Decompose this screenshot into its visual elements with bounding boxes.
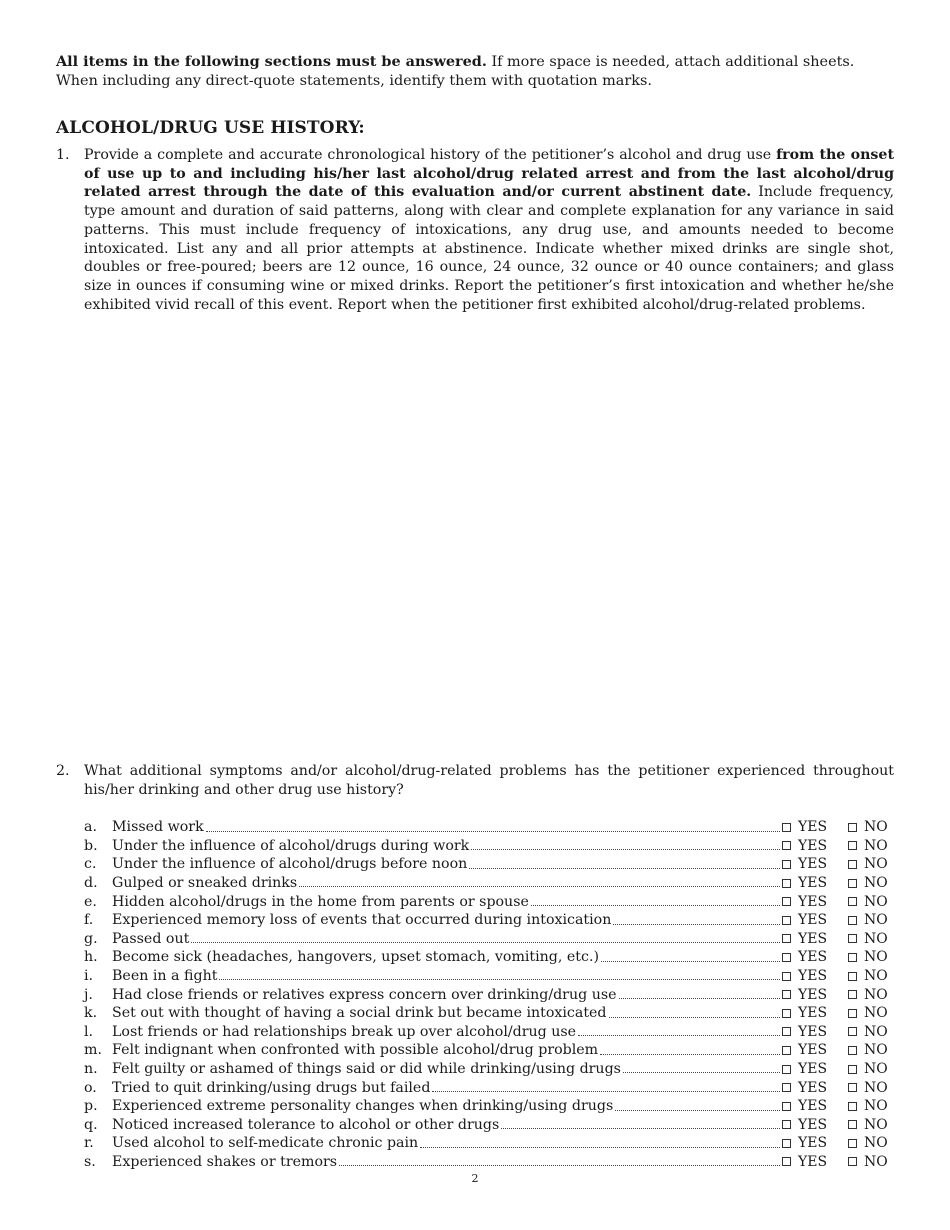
checklist-letter: s. [84,1153,96,1170]
yes-option[interactable] [782,949,848,965]
page-number: 2 [471,1172,479,1185]
yes-option[interactable] [782,819,848,835]
checklist-letter: h. [84,949,98,966]
no-checkbox[interactable] [848,879,857,888]
yes-checkbox[interactable] [782,1083,791,1092]
no-option[interactable] [848,838,894,854]
question-2 [56,762,894,799]
no-label: NO [864,837,888,854]
yes-option[interactable] [782,894,848,910]
checklist-row [84,1153,894,1172]
checklist-letter: m. [84,1042,102,1059]
no-label: NO [864,1023,888,1040]
no-option[interactable] [848,949,894,965]
form-page [56,52,895,1170]
question-2-number: 2. [56,763,70,779]
no-checkbox[interactable] [848,990,857,999]
dot-leader [619,997,780,999]
checklist-row [84,818,894,837]
no-option[interactable] [848,1061,894,1077]
checklist-row [84,855,894,874]
yes-checkbox[interactable] [782,1120,791,1129]
no-label: NO [864,930,888,947]
checklist-label: Become sick (headaches, hangovers, upset stomach, vomiting, etc.) [112,949,599,966]
no-checkbox[interactable] [848,972,857,981]
no-label: NO [864,1135,888,1152]
checklist-letter: b. [84,837,98,854]
dot-leader [219,978,780,980]
checklist-letter: k. [84,1005,98,1022]
checklist-letter: r. [84,1135,94,1152]
checklist-row [84,967,894,986]
yes-option[interactable] [782,1005,848,1021]
yes-label: YES [798,1153,828,1170]
checklist-letter: e. [84,893,97,910]
yes-option[interactable] [782,912,848,928]
yes-label: YES [798,1135,828,1152]
checklist-letter: a. [84,819,97,836]
no-option[interactable] [848,1117,894,1133]
yes-label: YES [798,1023,828,1040]
no-label: NO [864,875,888,892]
yes-option[interactable] [782,968,848,984]
no-option[interactable] [848,1080,894,1096]
checklist-letter: c. [84,856,97,873]
yes-label: YES [798,912,828,929]
dot-leader [469,867,780,869]
yes-label: YES [798,837,828,854]
dot-leader [609,1016,780,1018]
checklist-letter: o. [84,1079,97,1096]
yes-option[interactable] [782,1080,848,1096]
question-1-answer-area[interactable] [84,317,894,747]
checklist-label: Used alcohol to self-medicate chronic pain [112,1135,419,1152]
symptom-checklist [84,818,894,1171]
yes-label: YES [798,1116,828,1133]
yes-label: YES [798,856,828,873]
yes-label: YES [798,1079,828,1096]
yes-checkbox[interactable] [782,1157,791,1166]
checklist-letter: j. [84,986,93,1003]
dot-leader [339,1164,780,1166]
no-checkbox[interactable] [848,1027,857,1036]
yes-checkbox[interactable] [782,897,791,906]
yes-checkbox[interactable] [782,972,791,981]
yes-option[interactable] [782,987,848,1003]
yes-checkbox[interactable] [782,860,791,869]
yes-label: YES [798,930,828,947]
dot-leader [531,904,780,906]
question-1-rest: Include frequency, type amount and duration of said patterns, along with clear and complete explanation for any variance in said patterns. This must include frequency of intoxications, any drug use, and amounts needed to become intoxicated. List any and all prior attempts at abstinence. Indicate whether mixed drinks are single shot, doubles or free-poured; beers are 12 ounce, 16 ounce, 24 ounce, 32 ounce or 40 ounce containers; and glass size in ounces if consuming wine or mixed drinks. Report the petitioner’s first intoxication and whether he/she exhibited vivid recall of this event. Report when the petitioner first exhibited alcohol/drug-related problems. [84,184,894,313]
checklist-label: Passed out [112,930,190,947]
no-label: NO [864,1042,888,1059]
checklist-label: Hidden alcohol/drugs in the home from parents or spouse [112,893,529,910]
yes-option[interactable] [782,1024,848,1040]
yes-option[interactable] [782,838,848,854]
checklist-label: Missed work [112,819,204,836]
no-label: NO [864,1061,888,1078]
no-option[interactable] [848,875,894,891]
yes-option[interactable] [782,1098,848,1114]
checklist-row [84,1097,894,1116]
yes-option[interactable] [782,1135,848,1151]
instructions-paragraph [56,52,894,91]
no-label: NO [864,912,888,929]
checklist-row [84,1134,894,1153]
checklist-label: Noticed increased tolerance to alcohol or other drugs [112,1116,500,1133]
yes-checkbox[interactable] [782,1027,791,1036]
yes-checkbox[interactable] [782,990,791,999]
question-1 [56,146,894,314]
no-label: NO [864,949,888,966]
yes-label: YES [798,1005,828,1022]
checklist-row [84,911,894,930]
dot-leader [420,1146,780,1148]
no-checkbox[interactable] [848,916,857,925]
yes-option[interactable] [782,1154,848,1170]
no-option[interactable] [848,1098,894,1114]
no-option[interactable] [848,912,894,928]
no-checkbox[interactable] [848,860,857,869]
no-option[interactable] [848,968,894,984]
section-title: ALCOHOL/DRUG USE HISTORY: [56,118,365,138]
checklist-row [84,837,894,856]
checklist-row [84,930,894,949]
no-option[interactable] [848,856,894,872]
no-checkbox[interactable] [848,1157,857,1166]
no-label: NO [864,1116,888,1133]
no-checkbox[interactable] [848,841,857,850]
yes-label: YES [798,1061,828,1078]
checklist-row [84,948,894,967]
dot-leader [191,941,780,943]
dot-leader [613,923,780,925]
checklist-label: Experienced shakes or tremors [112,1153,338,1170]
dot-leader [623,1071,780,1073]
question-1-bold: from the onset of use up to and including his/her last alcohol/drug related arrest and from the last alcohol/drug related arrest through the date of this evaluation and/or current abstinent date. [84,147,895,201]
no-label: NO [864,819,888,836]
yes-checkbox[interactable] [782,841,791,850]
checklist-row [84,1078,894,1097]
no-label: NO [864,1153,888,1170]
yes-checkbox[interactable] [782,1046,791,1055]
yes-checkbox[interactable] [782,1139,791,1148]
no-option[interactable] [848,1135,894,1151]
checklist-letter: g. [84,930,98,947]
checklist-label: Felt guilty or ashamed of things said or did while drinking/using drugs [112,1061,621,1078]
yes-checkbox[interactable] [782,916,791,925]
no-option[interactable] [848,819,894,835]
no-label: NO [864,1005,888,1022]
no-checkbox[interactable] [848,1102,857,1111]
no-checkbox[interactable] [848,1139,857,1148]
checklist-letter: i. [84,968,94,985]
question-1-text [84,146,894,314]
dot-leader [471,848,780,850]
yes-label: YES [798,1098,828,1115]
checklist-label: Gulped or sneaked drinks [112,875,298,892]
no-option[interactable] [848,931,894,947]
no-checkbox[interactable] [848,1083,857,1092]
checklist-row [84,1041,894,1060]
checklist-letter: f. [84,912,94,929]
no-option[interactable] [848,1005,894,1021]
yes-option[interactable] [782,856,848,872]
no-label: NO [864,968,888,985]
checklist-label: Had close friends or relatives express concern over drinking/drug use [112,986,617,1003]
yes-option[interactable] [782,875,848,891]
no-option[interactable] [848,987,894,1003]
no-label: NO [864,1098,888,1115]
checklist-label: Set out with thought of having a social drink but became intoxicated [112,1005,607,1022]
question-2-text: What additional symptoms and/or alcohol/drug-related problems has the petitioner experienced throughout his/her drinking and other drug use history? [84,763,894,798]
no-checkbox[interactable] [848,953,857,962]
question-1-number: 1. [56,147,70,163]
yes-checkbox[interactable] [782,953,791,962]
yes-checkbox[interactable] [782,1009,791,1018]
instructions-text: If more space is needed, attach additional sheets. When including any direct-quote statements, identify them with quotation marks. [56,54,855,89]
yes-checkbox[interactable] [782,934,791,943]
yes-option[interactable] [782,1042,848,1058]
no-label: NO [864,986,888,1003]
checklist-row [84,1060,894,1079]
checklist-row [84,1004,894,1023]
no-checkbox[interactable] [848,823,857,832]
yes-label: YES [798,819,828,836]
dot-leader [206,830,780,832]
checklist-label: Experienced extreme personality changes when drinking/using drugs [112,1098,614,1115]
checklist-label: Under the influence of alcohol/drugs before noon [112,856,468,873]
checklist-label: Experienced memory loss of events that occurred during intoxication [112,912,612,929]
no-checkbox[interactable] [848,1046,857,1055]
question-1-lead: Provide a complete and accurate chronological history of the petitioner’s alcohol and drug use [84,147,777,163]
no-label: NO [864,856,888,873]
no-option[interactable] [848,1042,894,1058]
no-checkbox[interactable] [848,897,857,906]
dot-leader [501,1127,780,1129]
yes-checkbox[interactable] [782,1102,791,1111]
dot-leader [600,1053,780,1055]
no-option[interactable] [848,1154,894,1170]
checklist-row [84,874,894,893]
checklist-label: Tried to quit drinking/using drugs but failed [112,1079,431,1096]
checklist-letter: q. [84,1116,98,1133]
checklist-label: Lost friends or had relationships break up over alcohol/drug use [112,1023,577,1040]
checklist-letter: d. [84,875,98,892]
checklist-letter: p. [84,1098,98,1115]
checklist-letter: l. [84,1023,94,1040]
checklist-label: Been in a fight [112,968,218,985]
dot-leader [299,885,780,887]
checklist-label: Under the influence of alcohol/drugs during work [112,837,470,854]
no-label: NO [864,893,888,910]
checklist-row [84,985,894,1004]
yes-label: YES [798,875,828,892]
no-option[interactable] [848,1024,894,1040]
no-checkbox[interactable] [848,1120,857,1129]
dot-leader [601,960,780,962]
no-label: NO [864,1079,888,1096]
yes-checkbox[interactable] [782,823,791,832]
checklist-row [84,1116,894,1135]
yes-label: YES [798,986,828,1003]
dot-leader [615,1109,780,1111]
yes-label: YES [798,1042,828,1059]
yes-label: YES [798,893,828,910]
instructions-bold: All items in the following sections must be answered. [56,53,487,70]
checklist-row [84,892,894,911]
no-option[interactable] [848,894,894,910]
checklist-label: Felt indignant when confronted with possible alcohol/drug problem [112,1042,599,1059]
yes-option[interactable] [782,931,848,947]
no-checkbox[interactable] [848,1009,857,1018]
dot-leader [578,1034,780,1036]
yes-checkbox[interactable] [782,1065,791,1074]
no-checkbox[interactable] [848,1065,857,1074]
checklist-letter: n. [84,1061,98,1078]
checklist-row [84,1023,894,1042]
no-checkbox[interactable] [848,934,857,943]
dot-leader [432,1090,780,1092]
yes-option[interactable] [782,1117,848,1133]
yes-checkbox[interactable] [782,879,791,888]
yes-label: YES [798,968,828,985]
yes-option[interactable] [782,1061,848,1077]
yes-label: YES [798,949,828,966]
